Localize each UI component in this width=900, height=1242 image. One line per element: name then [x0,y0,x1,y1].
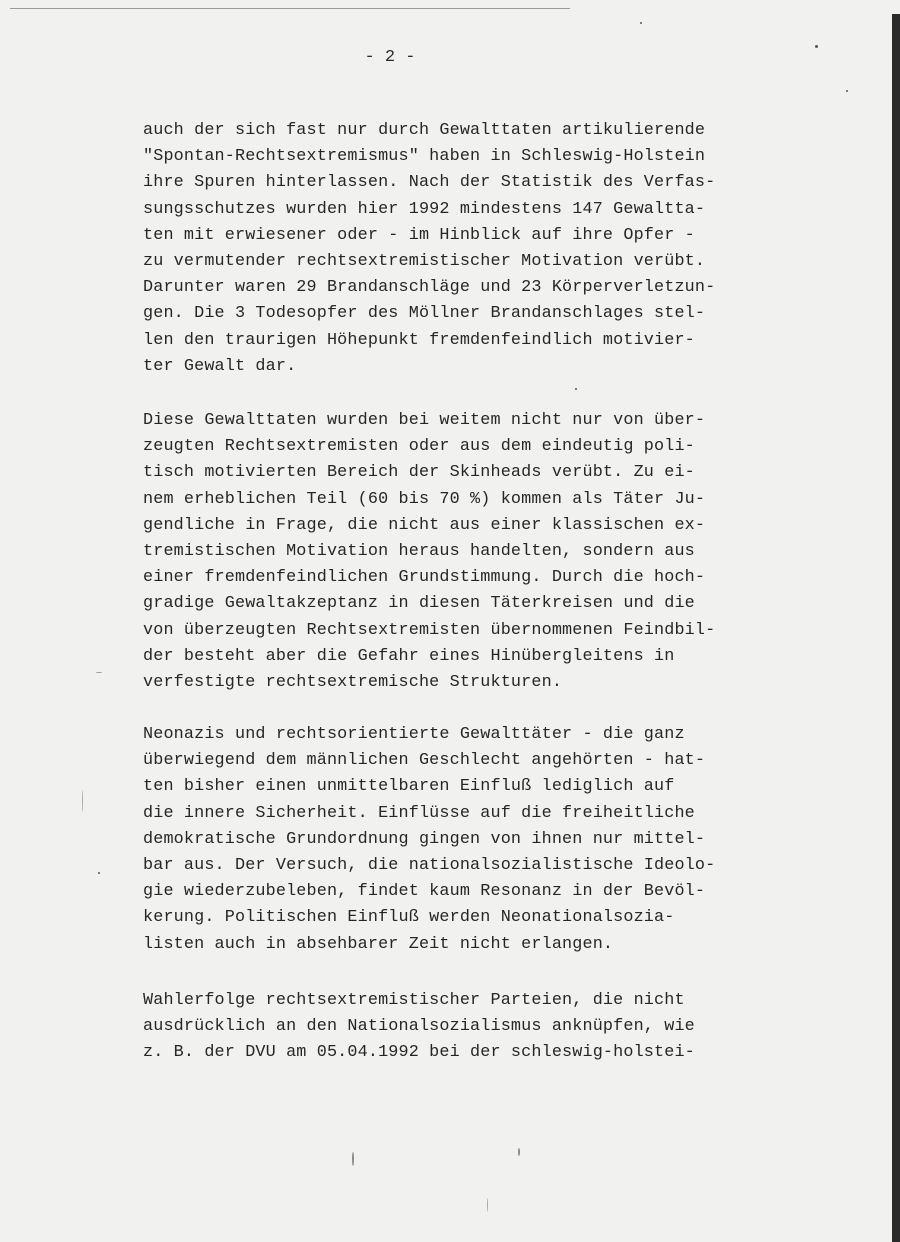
text-line: "Spontan-Rechtsextremismus" haben in Schleswig-Holstein [143,147,706,167]
text-line: zu vermutender rechtsextremistischer Motivation verübt. [143,252,706,272]
text-line: die innere Sicherheit. Einflüsse auf die freiheitliche [143,803,695,823]
text-line: verfestigte rechtsextremische Strukturen. [143,673,563,693]
text-line: tisch motivierten Bereich der Skinheads verübt. Zu ei- [143,463,695,483]
text-line: auch der sich fast nur durch Gewalttaten artikulierende [143,121,706,140]
scan-border-right [892,14,900,1242]
text-line: gie wiederzubeleben, findet kaum Resonanz in der Bevöl- [143,882,706,902]
text-line: von überzeugten Rechtsextremisten übernommenen Feindbil- [143,620,716,640]
scan-speck [518,1148,520,1156]
scan-speck [846,90,848,92]
page-top-edge [10,8,570,9]
text-line: kerung. Politischen Einfluß werden Neonationalsozia- [143,908,675,928]
text-line: gendliche in Frage, die nicht aus einer klassischen ex- [143,515,706,535]
paragraph-3 [143,722,715,958]
text-line: len den traurigen Höhepunkt fremdenfeindlich motivier- [143,330,695,350]
text-line: gradige Gewaltakzeptanz in diesen Täterkreisen und die [143,594,695,614]
scan-speck [82,790,83,812]
text-line: listen auch in absehbarer Zeit nicht erlangen. [143,934,614,954]
paragraph-1 [143,118,715,380]
text-line: sungsschutzes wurden hier 1992 mindestens 147 Gewaltta- [143,199,706,219]
text-line: Neonazis und rechtsorientierte Gewalttäter - die ganz [143,725,685,744]
text-line: überwiegend dem männlichen Geschlecht angehörten - hat- [143,751,706,771]
text-line: zeugten Rechtsextremisten oder aus dem eindeutig poli- [143,437,695,457]
paragraph-4 [143,988,695,1067]
text-line: Diese Gewalttaten wurden bei weitem nicht nur von über- [143,411,706,430]
scan-speck [96,672,102,673]
text-line: z. B. der DVU am 05.04.1992 bei der schleswig-holstei- [143,1043,695,1063]
text-line: nem erheblichen Teil (60 bis 70 %) kommen als Täter Ju- [143,489,706,509]
text-line: tremistischen Motivation heraus handelten, sondern aus [143,542,695,562]
text-line: einer fremdenfeindlichen Grundstimmung. Durch die hoch- [143,568,706,588]
text-line: Wahlerfolge rechtsextremistischer Parteien, die nicht [143,991,685,1010]
text-line: ter Gewalt dar. [143,356,297,376]
text-line: ihre Spuren hinterlassen. Nach der Statistik des Verfas- [143,173,716,193]
text-line: der besteht aber die Gefahr eines Hinübergleitens in [143,646,675,666]
page-number: - 2 - [364,48,416,67]
scan-speck [815,45,818,48]
text-line: ten mit erwiesener oder - im Hinblick auf ihre Opfer - [143,225,695,245]
scan-speck [98,872,100,874]
scan-speck [352,1152,354,1166]
text-line: Darunter waren 29 Brandanschläge und 23 Körperverletzun- [143,278,716,298]
paragraph-2 [143,408,715,696]
scan-speck [640,22,642,24]
scan-speck [487,1198,488,1212]
scan-speck [575,388,577,390]
text-line: ten bisher einen unmittelbaren Einfluß lediglich auf [143,777,675,797]
text-line: ausdrücklich an den Nationalsozialismus anknüpfen, wie [143,1017,695,1037]
text-line: bar aus. Der Versuch, die nationalsozialistische Ideolo- [143,856,716,876]
text-line: gen. Die 3 Todesopfer des Möllner Brandanschlages stel- [143,304,706,324]
text-line: demokratische Grundordnung gingen von ihnen nur mittel- [143,829,706,849]
